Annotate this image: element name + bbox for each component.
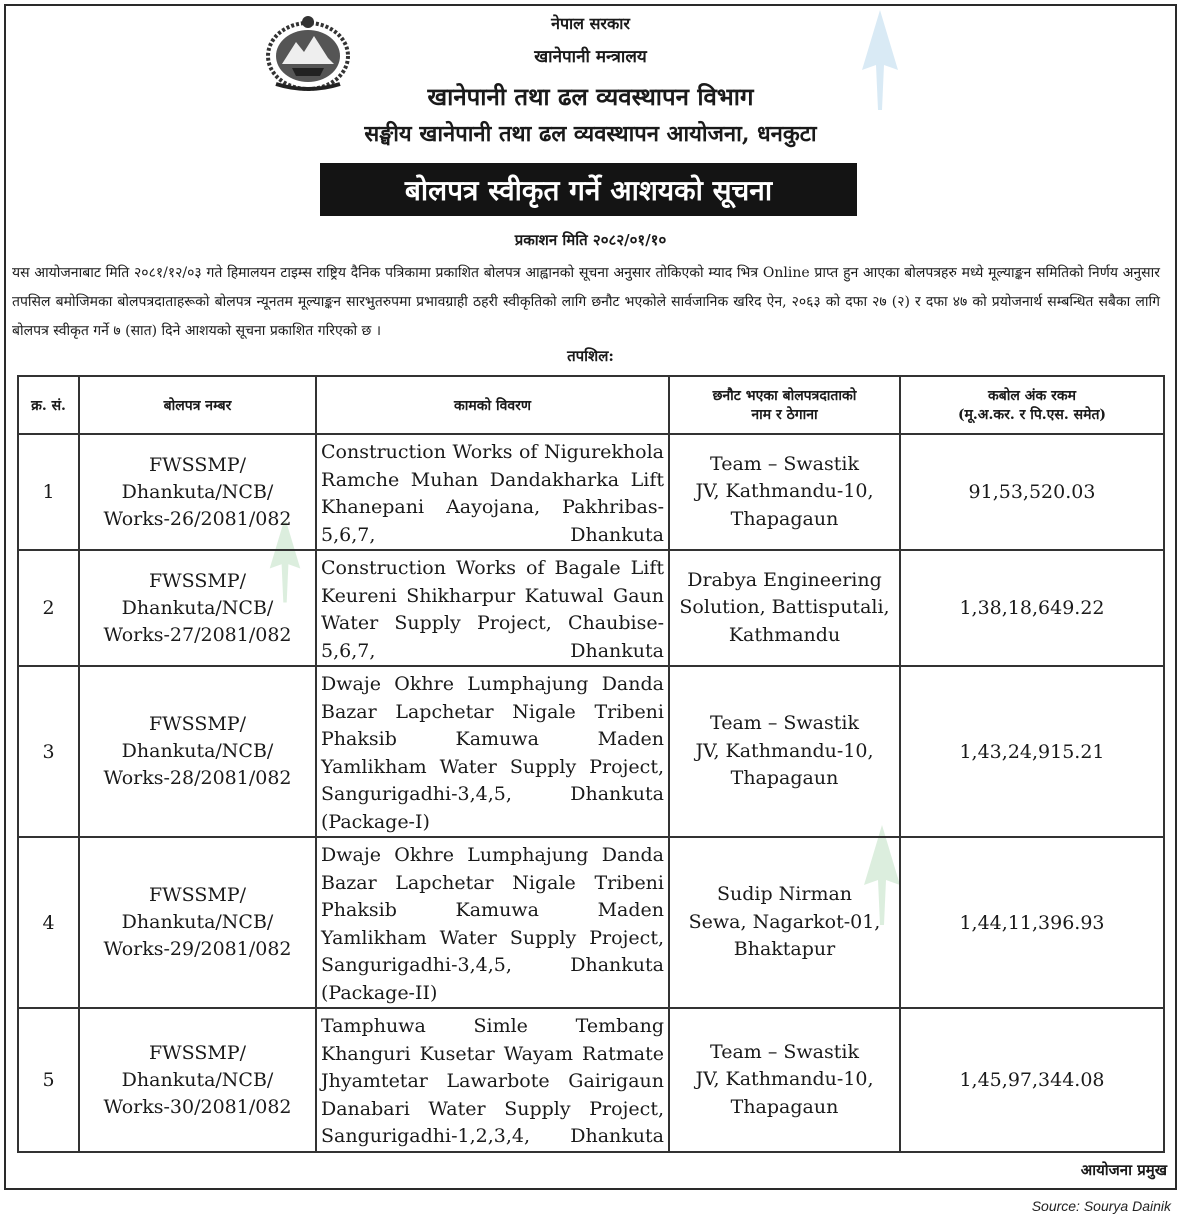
project-name: सङ्घीय खानेपानी तथा ढल व्यवस्थापन आयोजना, धनकुटा <box>364 121 817 147</box>
notice-title: बोलपत्र स्वीकृत गर्ने आशयको सूचना <box>320 163 857 216</box>
row-bid-number <box>79 550 316 666</box>
bid-number-line: FWSSMP/ <box>148 569 247 592</box>
row-amount: 1,38,18,649.22 <box>900 550 1164 666</box>
department-name: खानेपानी तथा ढल व्यवस्थापन विभाग <box>427 82 754 111</box>
header-bidder <box>669 376 900 434</box>
row-sn: 3 <box>18 666 79 837</box>
table-header-row <box>18 376 1164 434</box>
bidder-line: Team – Swastik <box>710 1040 859 1063</box>
bid-number-line: Works-26/2081/082 <box>103 507 292 530</box>
table-row <box>18 1008 1164 1152</box>
bid-number-line: Works-27/2081/082 <box>103 623 292 646</box>
bidder-line: Thapagaun <box>730 507 839 530</box>
bid-number-line: Dhankuta/NCB/ <box>121 1068 274 1091</box>
row-bidder <box>669 837 900 1008</box>
header-sn: क्र. सं. <box>18 376 79 434</box>
row-description: Construction Works of Bagale Lift Keureni Shikharpur Katuwal Gaun Water Supply Project, Chaubise-5,6,7, Dhankuta <box>316 550 669 666</box>
header-bidder-line2: नाम र ठेगाना <box>751 407 818 423</box>
bidder-line: Thapagaun <box>730 1095 839 1118</box>
publication-date: प्रकाशन मिति २०८२/०१/१० <box>514 231 667 249</box>
bid-number-line: Dhankuta/NCB/ <box>121 480 274 503</box>
bidder-line: JV, Kathmandu-10, <box>695 739 874 762</box>
table-row <box>18 434 1164 550</box>
table-row <box>18 837 1164 1008</box>
row-amount: 91,53,520.03 <box>900 434 1164 550</box>
bid-number-line: FWSSMP/ <box>148 1041 247 1064</box>
table-row <box>18 550 1164 666</box>
row-description: Dwaje Okhre Lumphajung Danda Bazar Lapchetar Nigale Tribeni Phaksib Kamuwa Maden Yamlikham Water Supply Project, Sangurigadhi-3,4,5, Dhankuta (Package-I) <box>316 666 669 837</box>
header-amount-line1: कबोल अंक रकम <box>988 388 1076 404</box>
bidder-line: JV, Kathmandu-10, <box>695 480 874 503</box>
award-table <box>17 375 1165 1153</box>
notice-body: यस आयोजनाबाट मिति २०८१/१२/०३ गते हिमालयन टाइम्स राष्ट्रिय दैनिक पत्रिकामा प्रकाशित बोलपत्र आह्वानको सूचना अनुसार तोकिएको म्याद भित्र Online प्राप्त हुन आएका बोलपत्रहरु मध्ये मूल्याङ्कन समितिको निर्णय अनुसार तपसिल बमोजिमका बोलपत्रदाताहरूको बोलपत्र न्यूनतम मूल्याङ्कन सारभुतरुपमा प्रभावग्राही ठहरी स्वीकृतिको लागि छनौट भएकोले सार्वजानिक खरिद ऐन, २०६३ को दफा २७ (२) र दफा ४७ को प्रयोजनार्थ सम्बन्धित सबैका लागि बोलपत्र स्वीकृत गर्ने ७ (सात) दिने आशयको सूचना प्रकाशित गरिएको छ । <box>12 265 1160 339</box>
bidder-line: Thapagaun <box>730 767 839 790</box>
bid-number-line: Dhankuta/NCB/ <box>121 596 274 619</box>
bid-number-line: Works-28/2081/082 <box>103 767 292 789</box>
row-bid-number <box>79 666 316 837</box>
bid-number-line: Dhankuta/NCB/ <box>121 911 274 933</box>
details-label: तपशिल: <box>567 347 614 365</box>
row-bidder <box>669 666 900 837</box>
header-bidder-line1: छनौट भएका बोलपत्रदाताको <box>712 388 857 404</box>
source-credit: Source: Sourya Dainik <box>1031 1198 1171 1214</box>
bidder-line: Drabya Engineering <box>687 568 882 591</box>
row-description: Dwaje Okhre Lumphajung Danda Bazar Lapchetar Nigale Tribeni Phaksib Kamuwa Maden Yamlikham Water Supply Project, Sangurigadhi-3,4,5, Dhankuta (Package-II) <box>316 837 669 1008</box>
bid-number-line: FWSSMP/ <box>148 453 247 476</box>
bidder-line: Solution, Battisputali, <box>679 596 890 619</box>
row-amount: 1,44,11,396.93 <box>900 837 1164 1008</box>
bidder-line: Sudip Nirman <box>716 883 853 906</box>
row-description: Tamphuwa Simle Tembang Khanguri Kusetar Wayam Ratmate Jhyamtetar Lawarbote Gairigaun Danabari Water Supply Project, Sangurigadhi-1,2,3,4, Dhankuta <box>316 1008 669 1152</box>
bidder-line: Team – Swastik <box>710 712 859 735</box>
row-bid-number <box>79 434 316 550</box>
row-sn: 4 <box>18 837 79 1008</box>
bidder-line: Bhaktapur <box>733 938 836 961</box>
row-sn: 5 <box>18 1008 79 1152</box>
row-bid-number <box>79 837 316 1008</box>
bidder-line: Team – Swastik <box>710 452 859 475</box>
bid-number-line: FWSSMP/ <box>148 884 247 906</box>
header-amount <box>900 376 1164 434</box>
row-bid-number <box>79 1008 316 1152</box>
header-description: कामको विवरण <box>316 376 669 434</box>
ministry-name: खानेपानी मन्त्रालय <box>534 47 647 67</box>
row-bidder <box>669 550 900 666</box>
bid-number-line: Dhankuta/NCB/ <box>121 740 274 762</box>
bidder-line: JV, Kathmandu-10, <box>695 1068 874 1091</box>
row-amount: 1,45,97,344.08 <box>900 1008 1164 1152</box>
row-bidder <box>669 1008 900 1152</box>
header-amount-line2: (मू.अ.कर. र पि.एस. समेत) <box>957 407 1107 423</box>
government-name: नेपाल सरकार <box>551 14 630 33</box>
row-bidder <box>669 434 900 550</box>
signature-project-chief: आयोजना प्रमुख <box>1080 1161 1167 1179</box>
row-amount: 1,43,24,915.21 <box>900 666 1164 837</box>
row-description: Construction Works of Nigurekhola Ramche Muhan Dandakharka Lift Khanepani Aayojana, Pakhribas-5,6,7, Dhankuta <box>316 434 669 550</box>
bidder-line: Kathmandu <box>728 623 841 646</box>
bid-number-line: FWSSMP/ <box>148 713 247 735</box>
bid-number-line: Works-29/2081/082 <box>103 938 292 960</box>
table-row <box>18 666 1164 837</box>
header-bid-number: बोलपत्र नम्बर <box>79 376 316 434</box>
bid-number-line: Works-30/2081/082 <box>103 1095 292 1118</box>
row-sn: 1 <box>18 434 79 550</box>
bidder-line: Sewa, Nagarkot-01, <box>688 910 881 933</box>
row-sn: 2 <box>18 550 79 666</box>
